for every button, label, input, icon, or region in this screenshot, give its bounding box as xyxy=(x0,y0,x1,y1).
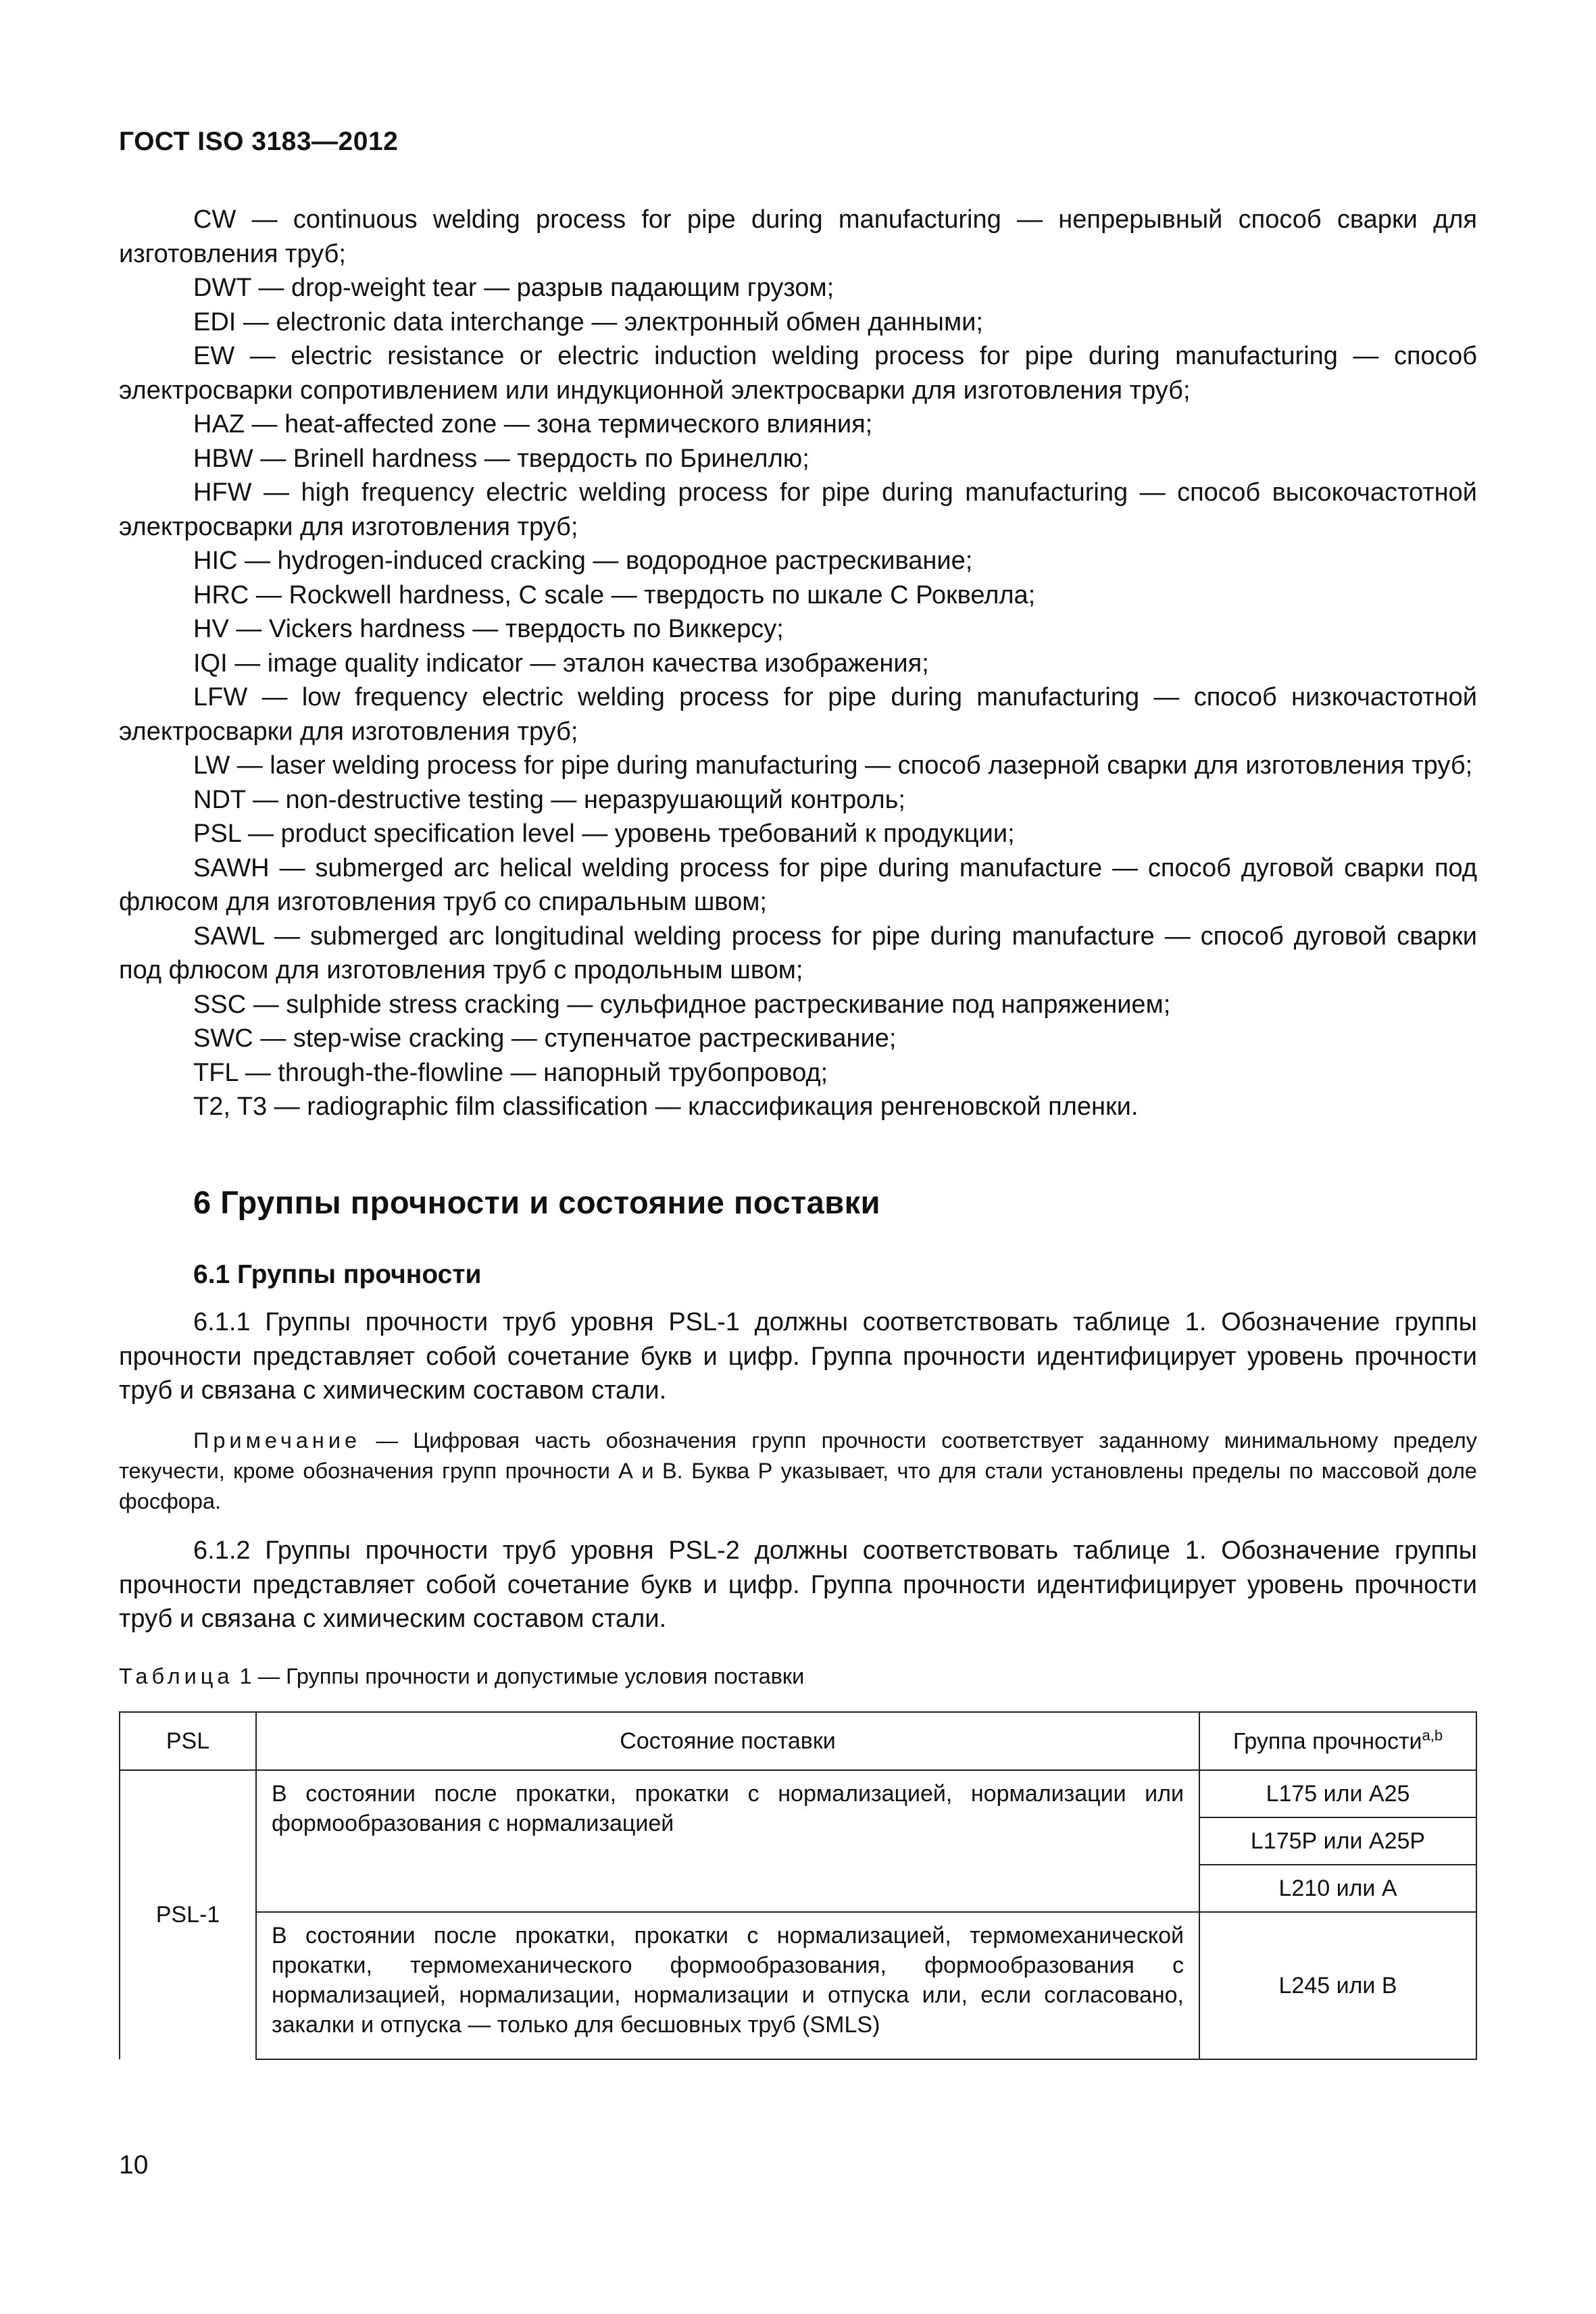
abbr-item-hic: HIC — hydrogen-induced cracking — водородное растрескивание; xyxy=(193,547,973,575)
abbreviation-list xyxy=(119,203,1477,1124)
abbr-item-edi: EDI — electronic data interchange — электронный обмен данными; xyxy=(193,307,983,336)
table-caption xyxy=(119,1664,804,1689)
standard-header: ГОСТ ISO 3183—2012 xyxy=(119,127,399,156)
table-caption-label: Таблица xyxy=(119,1664,234,1688)
section-heading: 6 Группы прочности и состояние поставки xyxy=(193,1184,881,1220)
abbr-item-ndt: NDT — non-destructive testing — неразрушающий контроль; xyxy=(193,785,905,814)
abbr-item-hbw: HBW — Brinell hardness — твердость по Бринеллю; xyxy=(193,444,809,473)
header-grade-footnote: a,b xyxy=(1422,1727,1443,1744)
grade-cell: L245 или В xyxy=(1199,1912,1476,2059)
table-header-row xyxy=(120,1712,1476,1770)
psl-cell: PSL-1 xyxy=(120,1770,256,2059)
strength-groups-table xyxy=(119,1711,1477,2060)
note xyxy=(119,1426,1477,1517)
condition-cell-2: В состоянии после прокатки, прокатки с нормализацией, термомеханической прокатки, термомеханического формообразования, формообразования с нормализацией, нормализации, нормализации и отпуска или, если согласовано, закалки и отпуска — только для бесшовных труб (SMLS) xyxy=(256,1912,1199,2059)
abbr-item-tfl: TFL — through-the-flowline — напорный трубопровод; xyxy=(193,1058,828,1087)
table-caption-text: 1 — Группы прочности и допустимые условия поставки xyxy=(233,1664,805,1688)
grade-cell: L175 или А25 xyxy=(1199,1770,1476,1817)
abbr-item-lfw: LFW — low frequency electric welding process for pipe during manufacturing — способ низкочастотной электросварки для изготовления труб; xyxy=(119,683,1477,746)
condition-cell-1: В состоянии после прокатки, прокатки с нормализацией, нормализации или формообразования с нормализацией xyxy=(256,1770,1199,1912)
abbr-item-iqi: IQI — image quality indicator — эталон качества изображения; xyxy=(193,649,929,678)
abbr-item-ssc: SSC — sulphide stress cracking — сульфидное растрескивание под напряжением; xyxy=(193,990,1171,1019)
header-condition: Состояние поставки xyxy=(256,1712,1199,1770)
subsection-heading: 6.1 Группы прочности xyxy=(193,1260,482,1289)
abbr-item-lw: LW — laser welding process for pipe during manufacturing — способ лазерной сварки для изготовления труб; xyxy=(193,751,1473,780)
grade-cell: L210 или А xyxy=(1199,1865,1476,1912)
abbr-item-hfw: HFW — high frequency electric welding process for pipe during manufacturing — способ высокочастотной электросварки для изготовления труб; xyxy=(119,478,1477,541)
header-grade xyxy=(1199,1712,1476,1770)
abbr-item-psl: PSL — product specification level — уровень требований к продукции; xyxy=(193,820,1015,848)
abbr-item-cw: CW — continuous welding process for pipe during manufacturing — непрерывный способ сварки для изготовления труб; xyxy=(119,205,1477,268)
note-text: — Цифровая часть обозначения групп прочности соответствует заданному минимальному пределу текучести, кроме обозначения групп прочности А и В. Буква Р указывает, что для стали установлены пределы по массовой доле фосфора. xyxy=(119,1428,1477,1513)
page-number: 10 xyxy=(119,2150,149,2180)
note-label: Примечание xyxy=(193,1428,361,1453)
paragraph-6-1-1: 6.1.1 Группы прочности труб уровня PSL-1 должны соответствовать таблице 1. Обозначение группы прочности представляет собой сочетание букв и цифр. Группа прочности идентифицирует уровень прочности труб и связана с химическим составом стали. xyxy=(119,1308,1477,1405)
abbr-item-dwt: DWT — drop-weight tear — разрыв падающим грузом; xyxy=(193,274,834,302)
header-psl: PSL xyxy=(120,1712,256,1770)
abbr-item-sawh: SAWH — submerged arc helical welding process for pipe during manufacture — способ дуговой сварки под флюсом для изготовления труб со спиральным швом; xyxy=(119,853,1477,916)
grade-cell: L175Р или А25Р xyxy=(1199,1817,1476,1865)
abbr-item-hrc: HRC — Rockwell hardness, C scale — твердость по шкале С Роквелла; xyxy=(193,580,1036,609)
table-row xyxy=(120,1912,1476,2059)
abbr-item-ew: EW — electric resistance or electric induction welding process for pipe during manufacturing — способ электросварки сопротивлением или индукционной электросварки для изготовления труб; xyxy=(119,342,1477,405)
header-grade-label: Группа прочности xyxy=(1232,1728,1422,1755)
abbr-item-t2t3: T2, T3 — radiographic film classification — классификация ренгеновской пленки. xyxy=(193,1092,1139,1121)
abbr-item-haz: HAZ — heat-affected zone — зона термического влияния; xyxy=(193,410,873,438)
table-row xyxy=(120,1770,1476,1817)
abbr-item-swc: SWC — step-wise cracking — ступенчатое растрескивание; xyxy=(193,1024,897,1053)
abbr-item-hv: HV — Vickers hardness — твердость по Виккерсу; xyxy=(193,615,784,643)
abbr-item-sawl: SAWL — submerged arc longitudinal welding process for pipe during manufacture — способ дуговой сварки под флюсом для изготовления труб с продольным швом; xyxy=(119,922,1477,984)
paragraph-6-1-2: 6.1.2 Группы прочности труб уровня PSL-2 должны соответствовать таблице 1. Обозначение группы прочности представляет собой сочетание букв и цифр. Группа прочности идентифицирует уровень прочности труб и связана с химическим составом стали. xyxy=(119,1536,1477,1633)
